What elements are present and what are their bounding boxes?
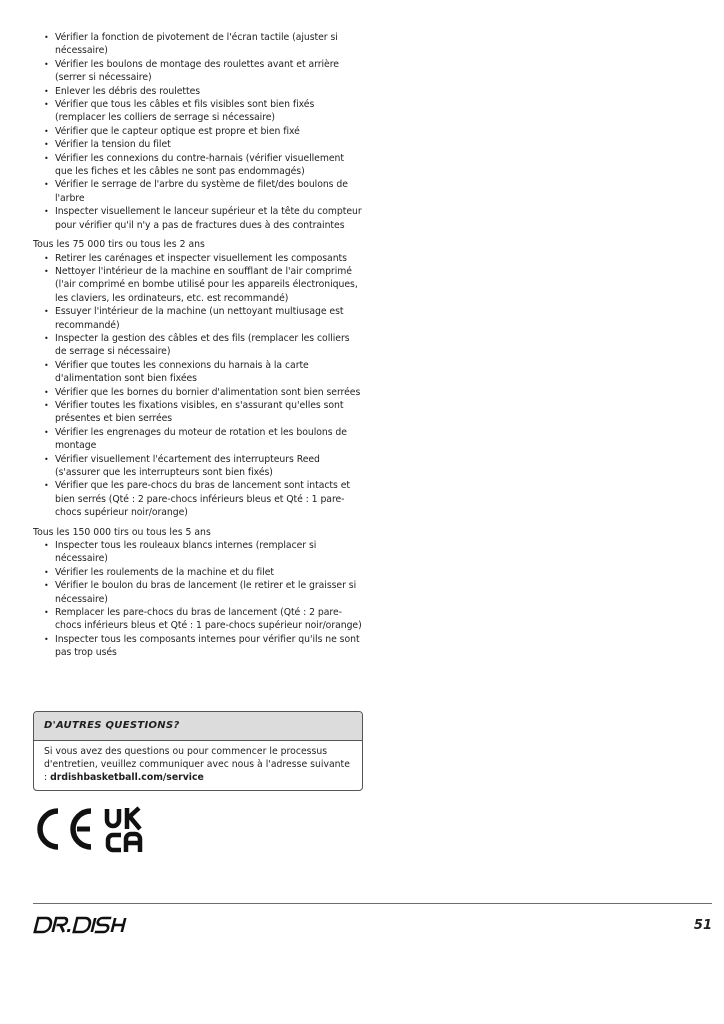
- ukca-mark-icon: [107, 808, 140, 852]
- checklist-item: • Vérifier la tension du filet: [33, 138, 363, 151]
- checklist-item: • Vérifier que toutes les connexions du harnais à la carte d'alimentation sont bien fixées: [33, 359, 363, 386]
- checklist-item: • Vérifier que les bornes du bornier d'alimentation sont bien serrées: [33, 386, 363, 399]
- checklist-item: • Vérifier les roulements de la machine et du filet: [33, 566, 363, 579]
- checklist-item: • Vérifier que le capteur optique est propre et bien fixé: [33, 125, 363, 138]
- checklist-item: • Inspecter visuellement le lanceur supérieur et la tête du compteur pour vérifier qu'il n'y a pas de fractures dues à des contraintes: [33, 205, 363, 232]
- checklist-item: • Vérifier la fonction de pivotement de l'écran tactile (ajuster si nécessaire): [33, 31, 363, 58]
- service-link[interactable]: drdishbasketball.com/service: [50, 772, 204, 783]
- checklist-item: • Vérifier que les pare-chocs du bras de lancement sont intacts et bien serrés (Qté : 2 pare-chocs inférieurs bleus et Qté : 1 pare-chocs supérieur noir/orange): [33, 479, 363, 519]
- maintenance-column: [33, 31, 363, 660]
- checklist-item: • Enlever les débris des roulettes: [33, 85, 363, 98]
- checklist-item: • Vérifier toutes les fixations visibles, en s'assurant qu'elles sont présentes et bien serrées: [33, 399, 363, 426]
- checklist-150k: [33, 539, 363, 660]
- checklist-item: • Retirer les carénages et inspecter visuellement les composants: [33, 252, 363, 265]
- section-heading-150k: Tous les 150 000 tirs ou tous les 5 ans: [33, 526, 211, 538]
- checklist-item: • Remplacer les pare-chocs du bras de lancement (Qté : 2 pare-chocs inférieurs bleus et Qté : 1 pare-chocs supérieur noir/orange): [33, 606, 363, 633]
- footer-divider: [33, 903, 712, 904]
- checklist-item: • Inspecter tous les rouleaux blancs internes (remplacer si nécessaire): [33, 539, 363, 566]
- checklist-item: • Vérifier les engrenages du moteur de rotation et les boulons de montage: [33, 426, 363, 453]
- questions-box-title: D'AUTRES QUESTIONS?: [34, 712, 362, 741]
- checklist-item: • Inspecter la gestion des câbles et des fils (remplacer les colliers de serrage si nécessaire): [33, 332, 363, 359]
- checklist-item: • Essuyer l'intérieur de la machine (un nettoyant multiusage est recommandé): [33, 305, 363, 332]
- page-number: 51: [693, 918, 712, 933]
- checklist-75k: [33, 252, 363, 520]
- certification-marks: [33, 805, 163, 855]
- intro-checklist: [33, 31, 363, 232]
- section-heading-75k: Tous les 75 000 tirs ou tous les 2 ans: [33, 239, 205, 251]
- questions-box-text: Si vous avez des questions ou pour commencer le processus d'entretien, veuillez communiquer avec nous à l'adresse suivante :: [44, 746, 350, 783]
- checklist-item: • Inspecter tous les composants internes pour vérifier qu'ils ne sont pas trop usés: [33, 633, 363, 660]
- checklist-item: • Vérifier visuellement l'écartement des interrupteurs Reed (s'assurer que les interrupteurs sont bien fixés): [33, 453, 363, 480]
- ce-mark-icon: [40, 811, 91, 847]
- questions-box-body: [34, 741, 362, 784]
- checklist-item: • Vérifier le serrage de l'arbre du système de filet/des boulons de l'arbre: [33, 178, 363, 205]
- checklist-item: • Vérifier les connexions du contre-harnais (vérifier visuellement que les fiches et les câbles ne sont pas endommagés): [33, 152, 363, 179]
- checklist-item: • Vérifier que tous les câbles et fils visibles sont bien fixés (remplacer les colliers de serrage si nécessaire): [33, 98, 363, 125]
- checklist-item: • Vérifier les boulons de montage des roulettes avant et arrière (serrer si nécessaire): [33, 58, 363, 85]
- checklist-item: • Vérifier le boulon du bras de lancement (le retirer et le graisser si nécessaire): [33, 579, 363, 606]
- checklist-item: • Nettoyer l'intérieur de la machine en soufflant de l'air comprimé (l'air comprimé en bombe utilisé pour les appareils électroniques, les claviers, les ordinateurs, etc. est recommandé): [33, 265, 363, 305]
- dr-dish-logo: [33, 915, 133, 939]
- questions-box: [33, 711, 363, 791]
